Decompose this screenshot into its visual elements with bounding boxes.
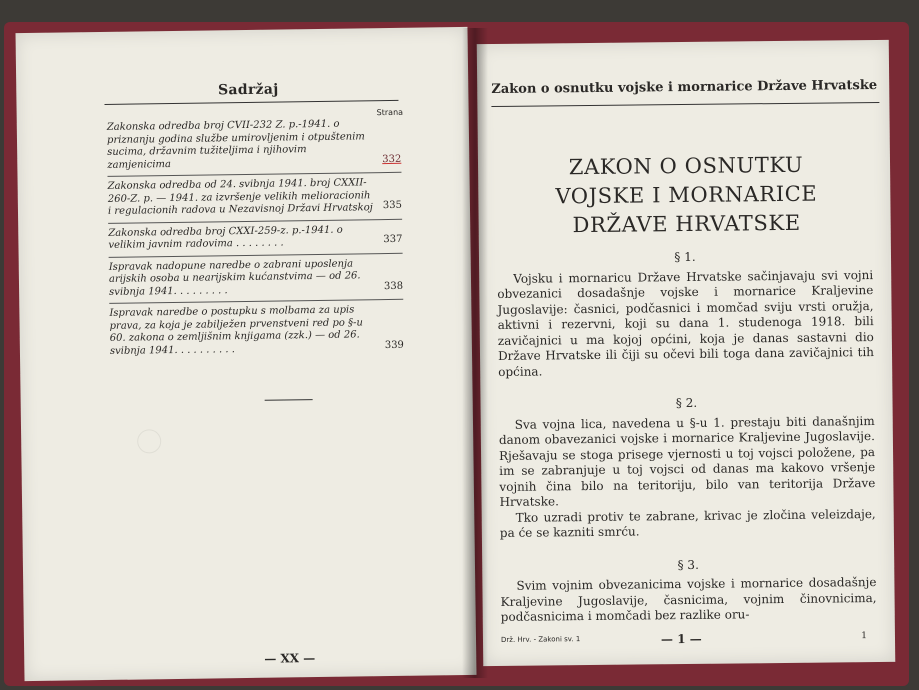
right-page [477,40,895,666]
toc-entry-page: 339 [384,339,404,351]
section-mark: § 3. [677,557,699,572]
law-body [497,244,877,625]
toc-entry-page: 337 [383,233,403,246]
title-line: VOJSKE I MORNARICE [555,181,818,209]
paragraph: Svim vojnim obvezanicima vojske i mornarice dosadašnje Kraljevine Jugoslavije, časnicima, vojnim činovnicima, podčasnicima i momčadi bez razlike oru- [500,575,877,624]
toc-entry-page: 335 [382,199,403,212]
blind-stamp [137,429,161,453]
header-rule [104,100,398,105]
page-column-label: Strana [376,107,404,118]
toc-entry [108,223,402,257]
toc-entry-text: Ispravak naredbe o postupku s molbama za upis prava, za koja je zabilježen prvenstveni red po §-u 60. zakona o zemljišnim knjigama (zzk.) — od 26. svibnja 1941. . . . . . . . . . [109,304,363,357]
toc-entry-page: 338 [383,280,404,292]
toc-entry-text: Ispravak nadopune naredbe o zabrani uposlenja arijskih osoba u nearijskim kućanstvima — od 26. svibnja 1941. . . . . . . . . [108,257,361,298]
toc-entry-text: Zakonska odredba broj CXXI-259-z. p.-1941. o velikim javnim radovima . . . . . . . . [108,224,343,251]
toc-entry [109,257,404,304]
paragraph: Sva vojna lica, navedena u §-u 1. prestaju biti današnjim danom obavezanici vojske i mornarice Kraljevine Jugoslavije. Rješavaju se stoga prisege vjernosti u toj vojsci položene, pa im se zabranjuje u toj vojsci od danas ma kakovo vršenje vojnih čina bilo na teritoriju, bilo van teritorija Države Hrvatske. [498,413,876,509]
right-page-footer [501,630,881,648]
title-line: ZAKON O OSNUTKU [568,152,804,180]
table-of-contents [107,118,404,366]
section-mark: § 1. [674,249,696,265]
paragraph: Tko uzradi protiv te zabrane, krivac je zločina veleizdaje, pa će se kazniti smrću. [499,506,876,540]
left-page-number: — XX — [264,651,316,666]
toc-entry [108,177,403,224]
title-line: DRŽAVE HRVATSKE [572,210,801,238]
left-page-header: Sadržaj [217,81,279,99]
toc-entry [109,304,404,362]
toc-entry-page: 332 [382,153,402,165]
header-rule [491,102,879,107]
law-title [492,150,881,241]
sheet-number: 1 [861,631,868,642]
book-gutter [462,28,488,678]
section-mark: § 2. [675,395,698,411]
toc-entry-text: Zakonska odredba broj CVII-232 Z. p.-1941. o priznanju godina službe umirovljenim i otpuštenim sucima, državnim tužiteljima i njihovim zamjenicima [106,118,365,171]
end-rule [265,399,313,401]
paragraph: Vojsku i mornaricu Države Hrvatske sačinjavaju svi vojni obvezanici dosadašnje vojske i mornarice Kraljevine Jugoslavije: časnici, podčasnici i momčad sviju vrsti oružja, aktivni i rezervni, koji su dana 1. studenoga 1918. bili zavičajnici u ma kojoj općini, koja je danas sastavni dio Države Hrvatske ili čiji su očevi bili toga dana zavičajnici tih općina. [497,267,875,379]
footer-signature: Drž. Hrv. - Zakoni sv. 1 [500,635,581,644]
toc-entry-text: Zakonska odredba od 24. svibnja 1941. broj CXXII-260-Z. p. — 1941. za izvršenje velikih melioracionih i regulacionih radova u Nezavisnoj Državi Hrvatskoj [107,177,373,217]
right-page-header: Zakon o osnutku vojske i mornarice Države Hrvatske [491,77,878,98]
left-page [15,27,476,681]
toc-entry [107,118,402,177]
right-page-number: — 1 — [660,631,702,647]
